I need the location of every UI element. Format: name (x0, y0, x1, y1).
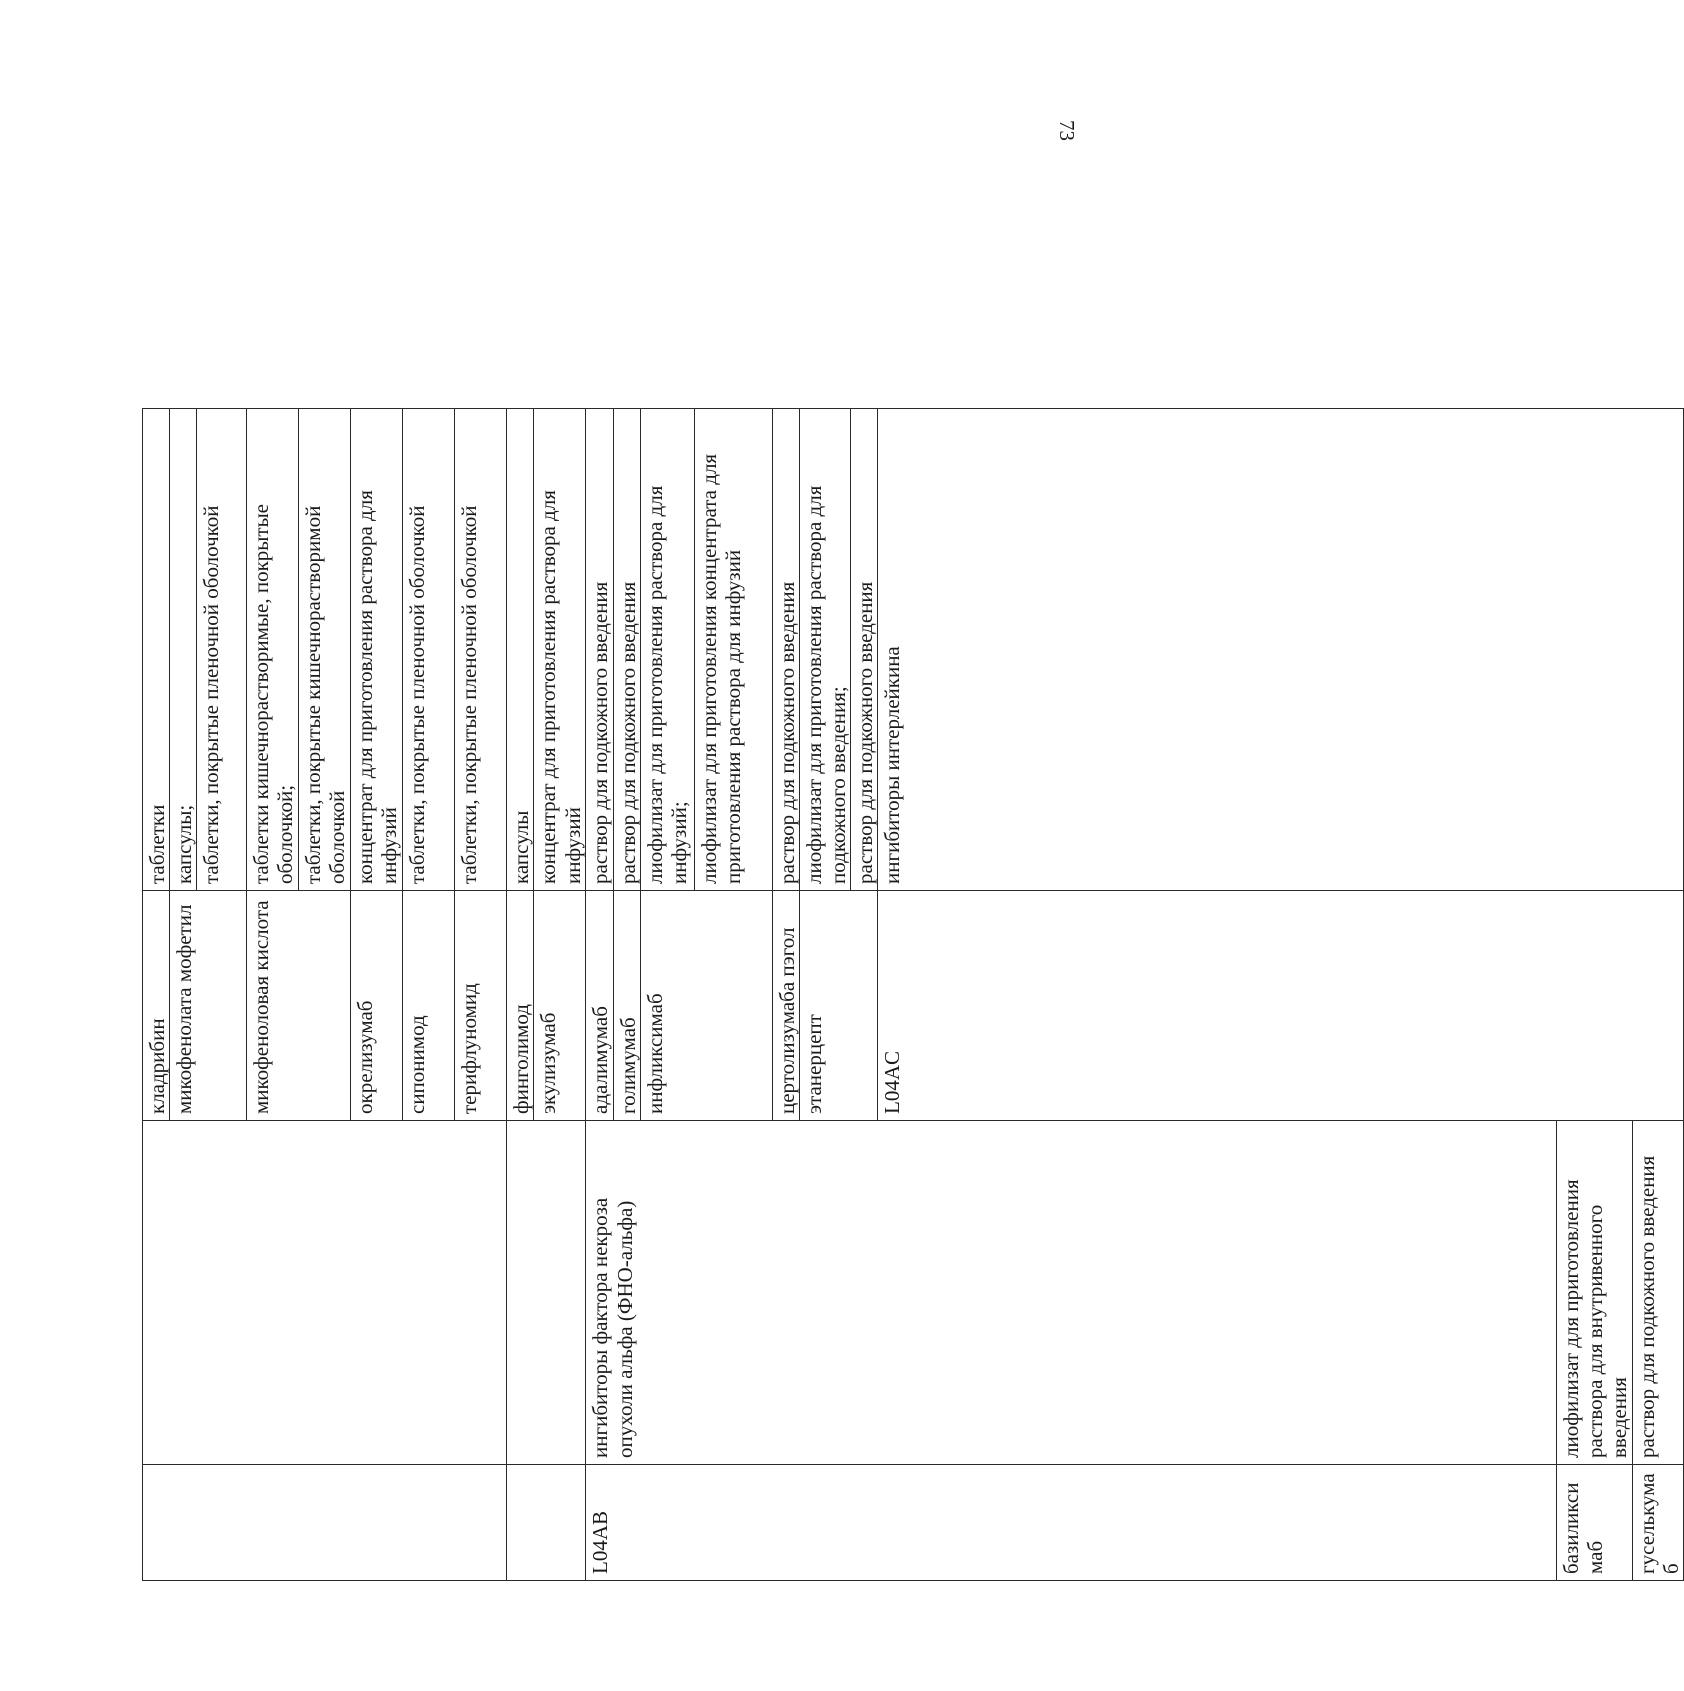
form-cell: таблетки, покрытые пленочной оболочкой (455, 409, 507, 891)
form-cell: лиофилизат для приготовления раствора для внутривенного введения (1557, 1121, 1632, 1465)
code-cell: L04AC (878, 891, 1684, 1121)
drug-cell: сипонимод (403, 891, 455, 1121)
form-cell: раствор для подкожного введения (851, 409, 878, 891)
code-cell: L04AB (586, 1465, 1557, 1581)
code-cell (143, 1465, 507, 1581)
drug-cell: микофенолата мофетил (170, 891, 247, 1121)
form-cell: таблетки, покрытые пленочной оболочкой (403, 409, 455, 891)
form-cell: таблетки, покрытые пленочной оболочкой (197, 409, 247, 891)
table-row (507, 409, 534, 1581)
code-cell (507, 1465, 586, 1581)
form-cell: раствор для подкожного введения (586, 409, 613, 891)
drug-cell: терифлуномид (455, 891, 507, 1121)
page-number: 73 (1055, 120, 1079, 141)
group-cell: ингибиторы интерлейкина (878, 409, 1684, 891)
form-cell: концентрат для приготовления раствора для инфузий (351, 409, 403, 891)
table-row (143, 409, 170, 1581)
drug-cell: этанерцепт (799, 891, 877, 1121)
form-cell: таблетки, покрытые кишечнорастворимой оболочкой (299, 409, 351, 891)
form-cell: лиофилизат для приготовления концентрата для приготовления раствора для инфузий (694, 409, 772, 891)
drug-cell: кладрибин (143, 891, 170, 1121)
form-cell: лиофилизат для приготовления раствора для подкожного введения; (799, 409, 850, 891)
drug-cell: адалимумаб (586, 891, 613, 1121)
rotated-table-wrapper (142, 409, 1683, 1581)
drug-cell: инфликсимаб (640, 891, 772, 1121)
drug-cell: экулизумаб (534, 891, 586, 1121)
table-row (586, 409, 613, 1581)
form-cell: концентрат для приготовления раствора для инфузий (534, 409, 586, 891)
form-cell: капсулы (507, 409, 534, 891)
drug-cell: окрелизумаб (351, 891, 403, 1121)
form-cell: таблетки кишечнорастворимые, покрытые оболочкой; (247, 409, 299, 891)
drug-cell: гуселькумаб (1632, 1465, 1683, 1581)
drug-cell: цертолизумаба пэгол (772, 891, 799, 1121)
form-cell: капсулы; (170, 409, 197, 891)
form-cell: лиофилизат для приготовления раствора для инфузий; (640, 409, 694, 891)
form-cell: таблетки (143, 409, 170, 891)
form-cell: раствор для подкожного введения (772, 409, 799, 891)
form-cell: раствор для подкожного введения (1632, 1121, 1683, 1465)
drug-cell: голимумаб (613, 891, 640, 1121)
form-cell: раствор для подкожного введения (613, 409, 640, 891)
group-cell: ингибиторы фактора некроза опухоли альфа (ФНО-альфа) (586, 1121, 1557, 1465)
drug-cell: базиликсимаб (1557, 1465, 1632, 1581)
drug-cell: финголимод (507, 891, 534, 1121)
group-cell (143, 1121, 507, 1465)
drug-cell: микофеноловая кислота (247, 891, 351, 1121)
group-cell (507, 1121, 586, 1465)
drug-table (142, 408, 1684, 1581)
